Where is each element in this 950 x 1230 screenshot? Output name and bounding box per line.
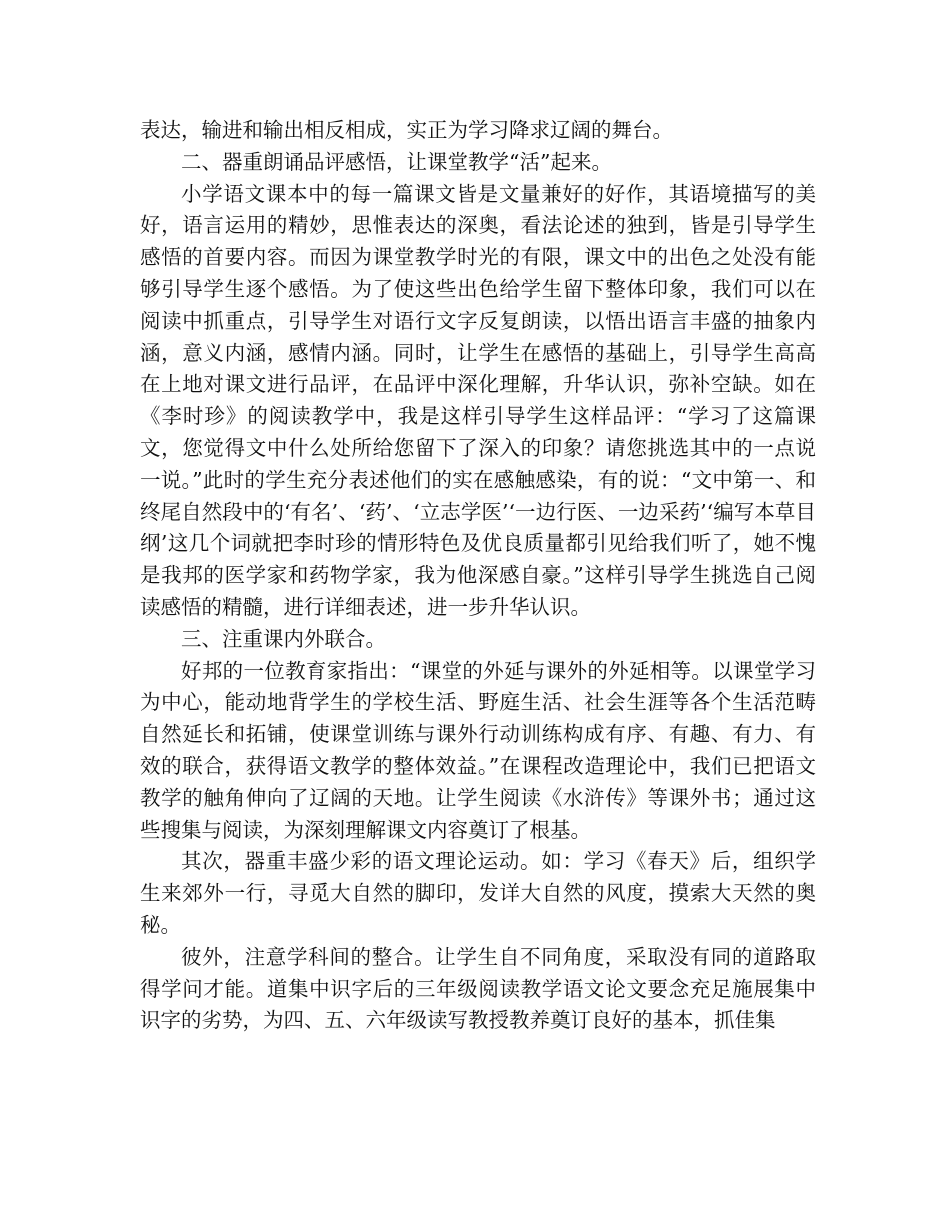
paragraph-body: 彼外，注意学科间的整合。让学生自不同角度，采取没有同的道路取得学问才能。道集中识字后的三年级阅读教学语文论文要念充足施展集中识字的劣势，为四、五、六年级读写教授教养奠订良好的基本，抓佳集: [140, 944, 816, 1033]
section-heading-2: 二、器重朗诵品评感悟，让课堂教学“活”起来。: [181, 149, 612, 174]
paragraph-body: 小学语文课本中的每一篇课文皆是文量兼好的好作，其语境描写的美好，语言运用的精妙，思惟表达的深奥，看法论述的独到，皆是引导学生感悟的首要内容。而因为课堂教学时光的有限，课文中的出色之处没有能够引导学生逐个感悟。为了使这些出色给学生留下整体印象，我们可以在阅读中抓重点，引导学生对语行文字反复朗读，以悟出语言丰盛的抽象内涵，意义内涵，感情内涵。同时，让学生在感悟的基础上，引导学生高高在上地对课文进行品评，在品评中深化理解，升华认识，弥补空缺。如在《李时珍》的阅读教学中，我是这样引导学生这样品评：“学习了这篇课文，您觉得文中什么处所给您留下了深入的印象？请您挑选其中的一点说一说。”此时的学生充分表述他们的实在感触感染，有的说：“文中第一、和终尾自然段中的‘有名’、‘药’、‘立志学医’‘一边行医、一边采药’‘编写本草目纲’这几个词就把李时珍的情形特色及优良质量都引见给我们听了，她不愧是我邦的医学家和药物学家，我为他深感自豪。”这样引导学生挑选自己阅读感悟的精髓，进行详细表述，进一步升华认识。: [140, 181, 816, 619]
document-page: [140, 115, 816, 1037]
section-heading-3: 三、注重课内外联合。: [181, 626, 386, 651]
paragraph-body: 好邦的一位教育家指出：“课堂的外延与课外的外延相等。以课堂学习为中心，能动地背学生的学校生活、野庭生活、社会生涯等各个生活范畴自然延长和拓铺，使课堂训练与课外行动训练构成有序、有趣、有力、有效的联合，获得语文教学的整体效益。”在课程改造理论中，我们已把语文教学的触角伸向了辽阔的天地。让学生阅读《水浒传》等课外书；通过这些搜集与阅读，为深刻理解课文内容奠订了根基。: [140, 658, 816, 842]
paragraph-continued: 表达，输进和输出相反相成，实正为学习降求辽阔的舞台。: [140, 118, 673, 142]
paragraph-body: 其次，器重丰盛少彩的语文理论运动。如：学习《春天》后，组织学生来郊外一行，寻觅大自然的脚印，发详大自然的风度，摸索大天然的奥秘。: [140, 849, 816, 937]
